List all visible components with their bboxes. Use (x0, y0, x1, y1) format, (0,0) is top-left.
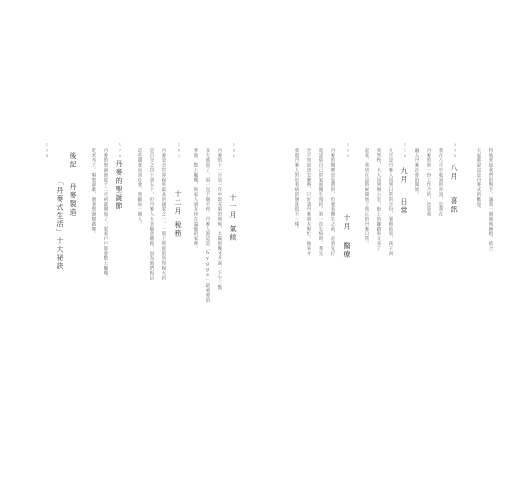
excerpt-column: 融入丹麥社會的開始。 (414, 148, 419, 197)
excerpt-column: 丹麥的聖誕節從十二月初就開始了，家家戶戶都會點上蠟燭， (103, 148, 108, 281)
page-number: 162 (177, 143, 181, 160)
page-number: 098 (453, 143, 457, 160)
page-number: 146 (232, 143, 236, 160)
section-title: 「丹麥式生活」十大祕訣 (56, 178, 64, 271)
excerpt-column: 吃米布丁，唱聖誕歌，圍著聖誕樹跳舞。 (91, 148, 96, 237)
page-number: 194 (45, 143, 49, 160)
excerpt-column: 丹麥的十一月是一年中最灰暗的時候，太陽很晚才升起，下午三點 (217, 148, 222, 291)
excerpt-column: 是百分之四十到五十，但丹麥人大多願意繳稅，因為他們相信 (149, 148, 154, 281)
section-month: 後記 (69, 152, 77, 169)
continuation-text: 特地來接我們的幫手，讓我一個個地擁抱，結合 (488, 148, 493, 251)
section-title: 喜訊 (450, 197, 458, 214)
section-title: 丹麥製造 (69, 183, 77, 217)
excerpt-column: 起來。我也在這時候開始了真正的丹麥日常。 (364, 148, 369, 246)
excerpt-column: 丹麥是全世界稅率最高的國家之一，一般上班族的所得稅大約 (161, 148, 166, 281)
section-title: 丹麥的聖誕節 (115, 160, 123, 211)
excerpt-column: 我在八月中收到的喜訊，是我在 (438, 148, 443, 217)
section-title: 氣候 (229, 225, 237, 242)
excerpt-column: 季節，點上蠟燭，和家人朋友待在溫暖的家裡。 (193, 148, 198, 251)
page-number: 114 (403, 143, 407, 160)
page-number: 178 (118, 143, 122, 160)
excerpt-column: 發現丹麥人對於看病的態度很不一樣。 (294, 148, 299, 232)
excerpt-column: 丹麥的醫療是免費的，但要看醫生之前，必須先打 (330, 148, 335, 256)
section-month: 九月 (400, 167, 408, 184)
section-month: 十一月 (229, 194, 237, 220)
section-month: 十月 (343, 214, 351, 231)
section-title: 日常 (400, 198, 408, 215)
excerpt-column: 多天就黑了，雨一直下個不停，丹麥人說這是「hygge」最重要的 (205, 148, 210, 303)
excerpt-column: 電話給自己的家庭醫生預約。第一次生病時，我完 (318, 148, 323, 256)
section-title: 稅務 (174, 221, 182, 238)
excerpt-column: 全不知道該怎麼辦，只好請丹麥朋友幫忙。後來才 (306, 148, 311, 256)
section-title: 醫療 (343, 242, 351, 259)
excerpt-column: 丹麥的第一份工作合約，也是我 (426, 148, 431, 217)
excerpt-column: 到學校，大人回到辦公室，街上的腳踏車又多了 (376, 148, 381, 251)
section-month: 八月 (450, 164, 458, 181)
excerpt-column: 九月是丹麥人回到日常的月份，暑假結束，孩子回 (388, 148, 393, 256)
continuation-text: 大家都說這是丹麥式的歡迎。 (476, 148, 481, 212)
page-number: 130 (346, 143, 350, 160)
excerpt-column: 這些錢會回到社會，照顧每一個人。 (137, 148, 142, 227)
section-month: 十二月 (174, 190, 182, 216)
